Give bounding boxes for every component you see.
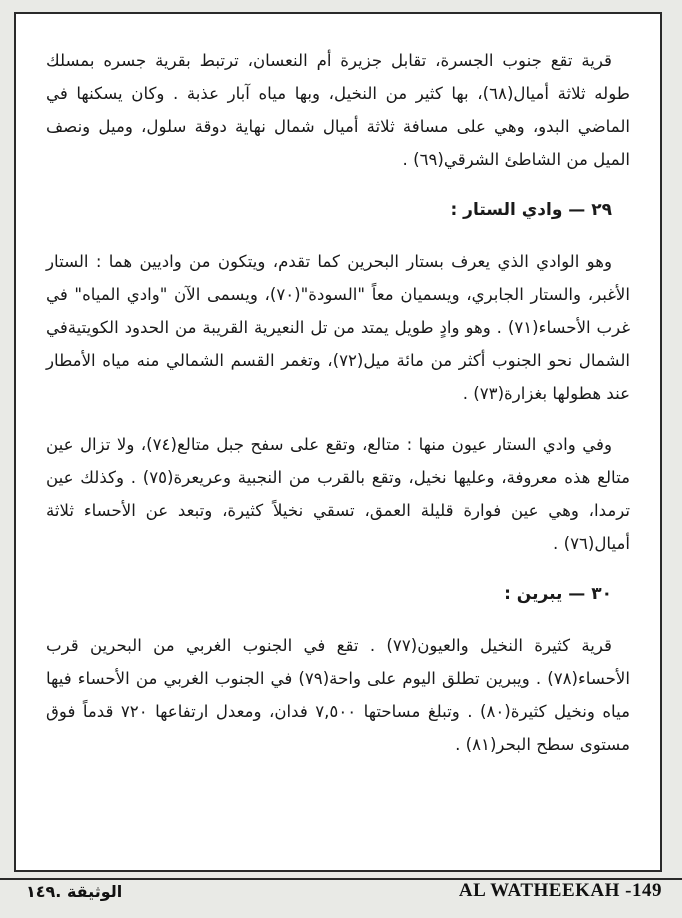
page-frame xyxy=(14,12,662,872)
page-footer xyxy=(0,878,682,910)
paragraph-village-jasra: قرية تقع جنوب الجسرة، تقابل جزيرة أم النعسان، ترتبط بقرية جسره بمسلك طوله ثلاثة أميال(٦٨)، بها كثير من النخيل، وبها مياه آبار عذبة . وكان يسكنها في الماضي البدو، وهي على مسافة ثلاثة أميال شمال نهاية دوقة سلول، وميل ونصف الميل من الشاطئ الشرقي(٦٩) . xyxy=(46,51,630,169)
paragraph-wadi-sitar: وهو الوادي الذي يعرف بستار البحرين كما تقدم، ويتكون من واديين هما : الستار الأغبر، والستار الجابري، ويسميان معاً "السودة"(٧٠)، ويسمى الآن "وادي المياه" في غرب الأحساء(٧١) . وهو وادٍ طويل يمتد من تل النعيرية القريبة من الحدود الكويتيةفي الشمال نحو الجنوب أكثر من مائة ميل(٧٢)، وتغمر القسم الشمالي منه مياه الأمطار عند هطولها بغزارة(٧٣) . xyxy=(46,252,630,403)
paragraph-wadi-springs: وفي وادي الستار عيون منها : متالع، وتقع على سفح جبل متالع(٧٤)، ولا تزال عين متالع هذه معروفة، وعليها نخيل، وتقع بالقرب من النجبية وعريعرة(٧٥) . وكذلك عين ترمدا، وهي عين فوارة قليلة العمق، تسقي نخيلاً كثيرة، وتبعد عن الأحساء ثلاثة أميال(٧٦) . xyxy=(46,435,630,553)
document-body xyxy=(46,44,630,761)
section-heading-30: ٣٠ — يبرين : xyxy=(504,584,612,604)
section-heading-29: ٢٩ — وادي الستار : xyxy=(450,200,612,220)
paragraph-yabrin: قرية كثيرة النخيل والعيون(٧٧) . تقع في الجنوب الغربي من البحرين قرب الأحساء(٧٨) . ويبرين تطلق اليوم على واحة(٧٩) في الجنوب الغربي من الأحساء فيها مياه ونخيل كثيرة(٨٠) . وتبلغ مساحتها ٧,٥٠٠ فدان، ومعدل ارتفاعها ٧٢٠ قدماً فوق مستوى سطح البحر(٨١) . xyxy=(46,636,630,754)
footer-arabic-page-label: الوثيقة .١٤٩ xyxy=(26,882,123,901)
footer-latin-page-label: AL WATHEEKAH -149 xyxy=(458,880,662,901)
